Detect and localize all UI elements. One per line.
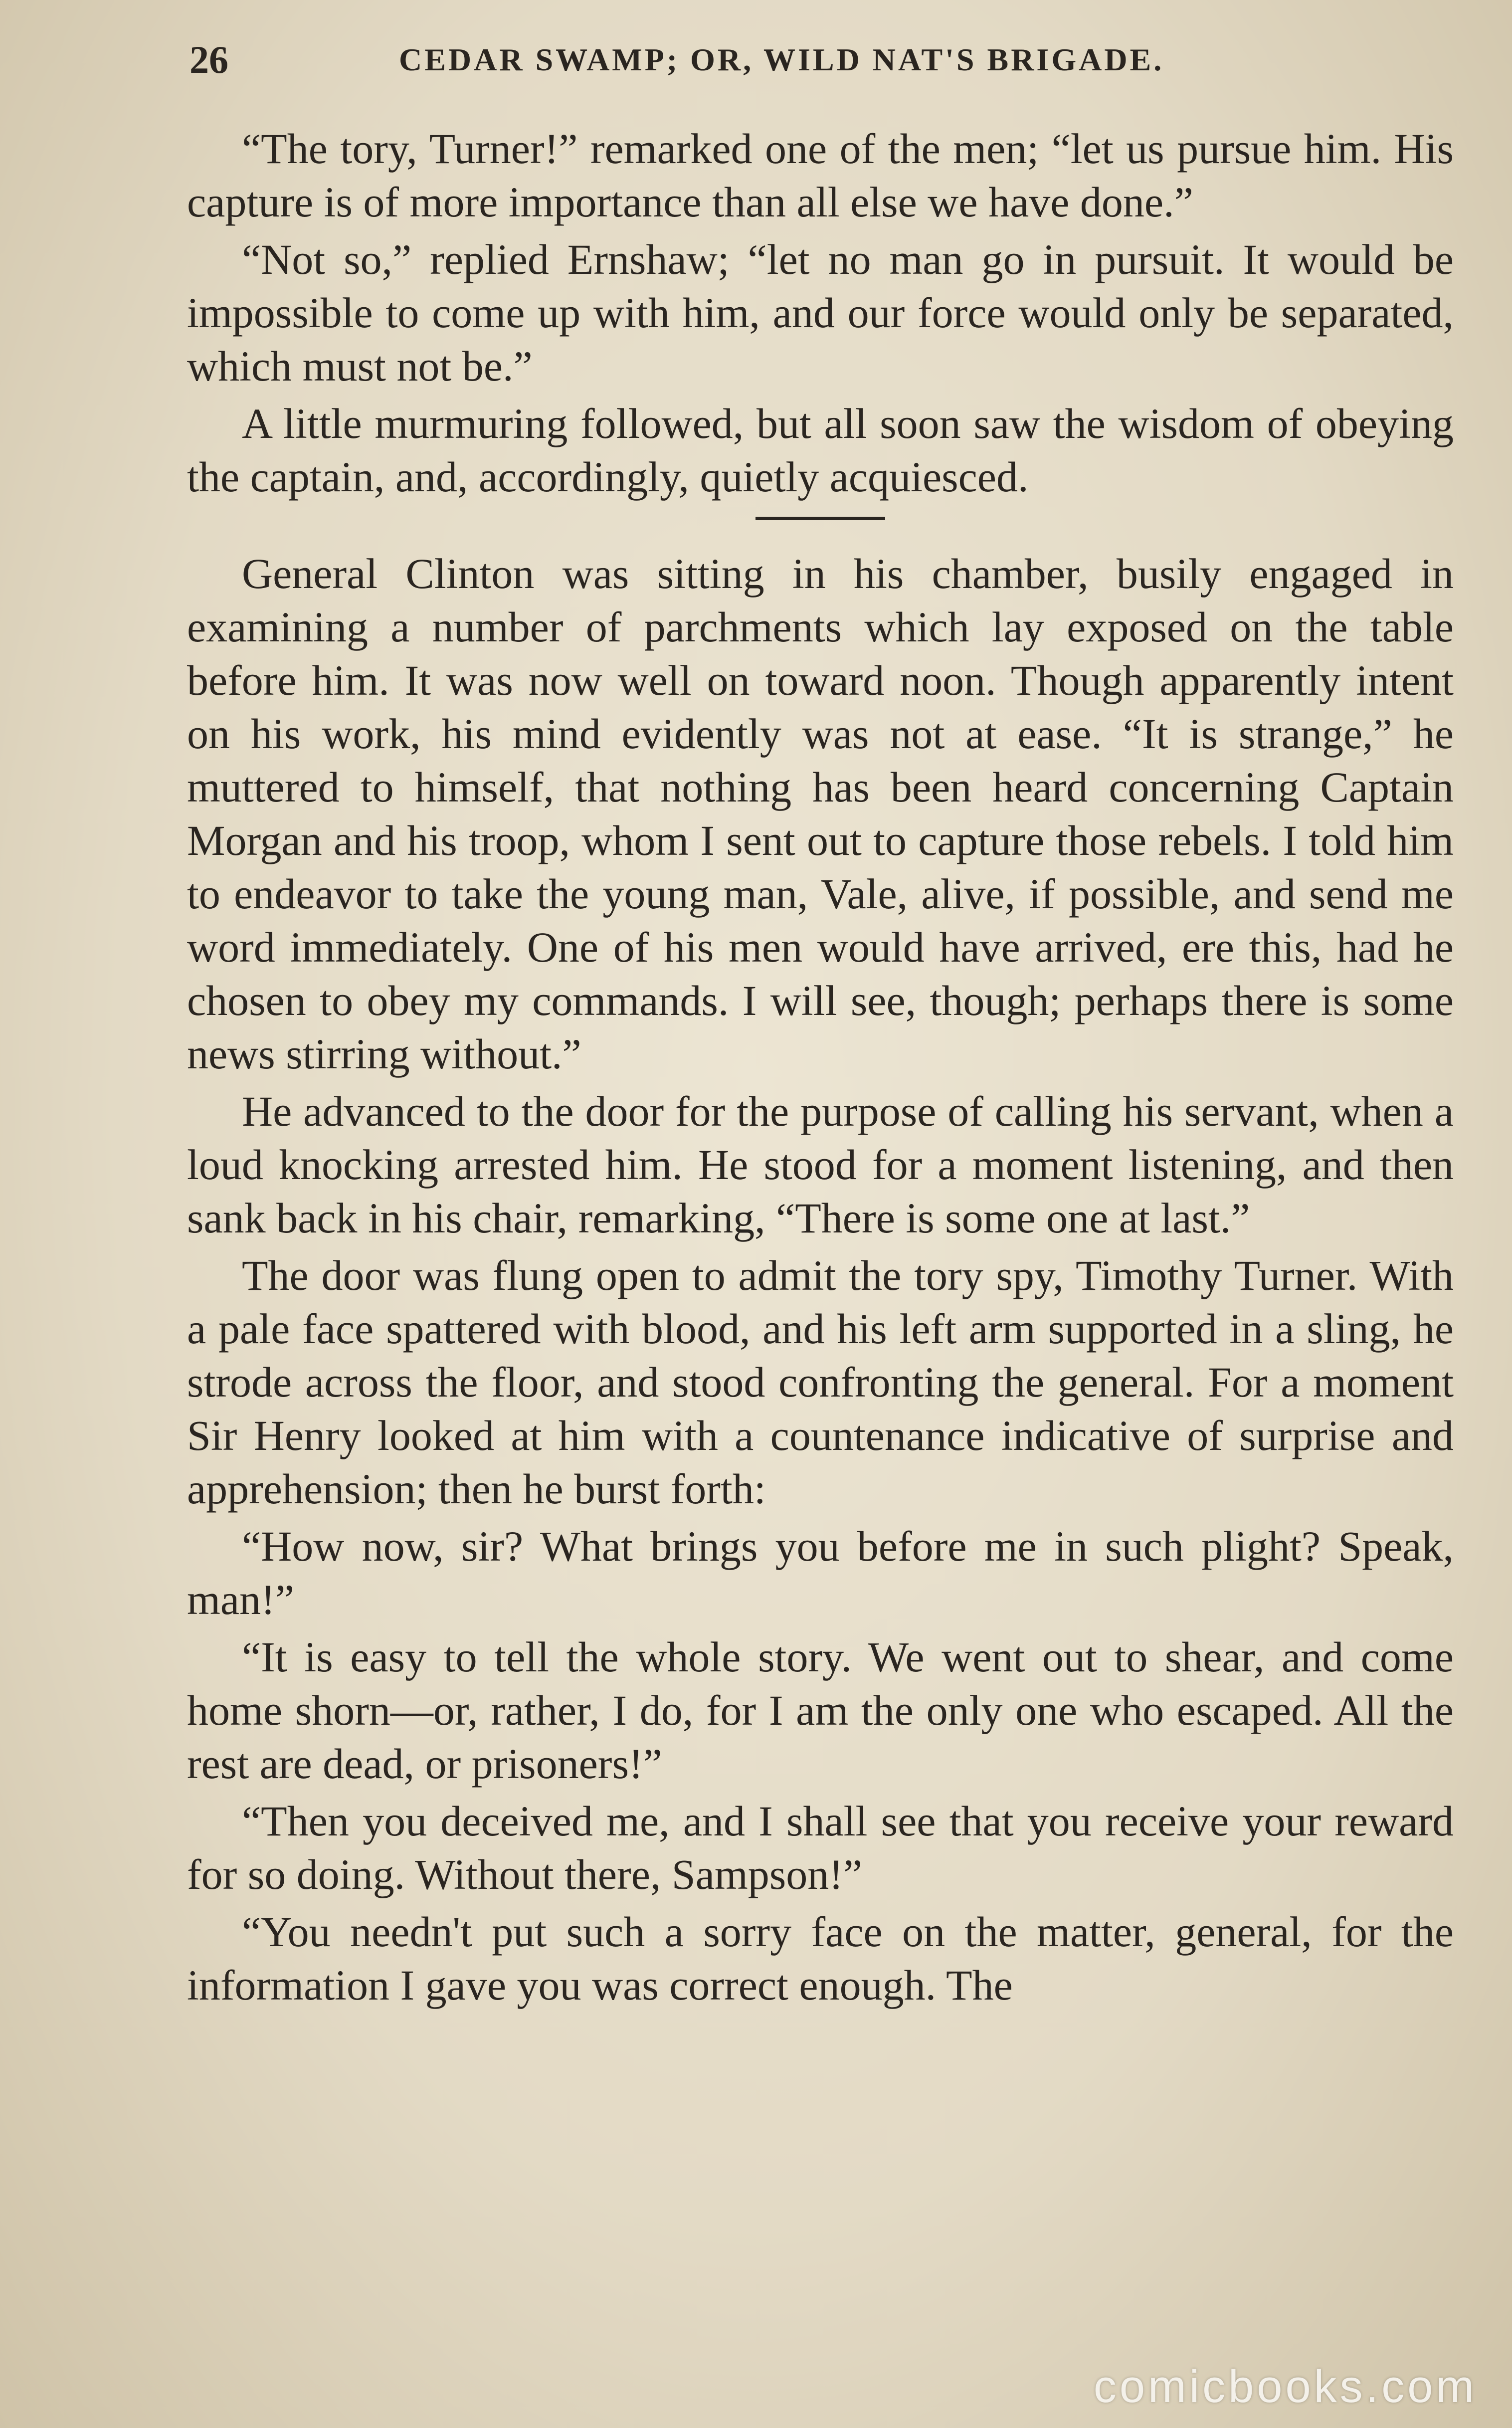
paragraph: “It is easy to tell the whole story. We went out to shear, and come home shorn—or, rather, I do, for I am the only one who escaped. All the rest are dead, or prisoners!” — [187, 1633, 1454, 1788]
paragraph: “Not so,” replied Ernshaw; “let no man go in pursuit. It would be impossible to come up with him, and our force would only be separated, which must not be.” — [187, 235, 1454, 390]
paragraph: General Clinton was sitting in his chamber, busily engaged in examining a number of parchments which lay exposed on the table before him. It was now well on toward noon. Though apparently intent on his work, his mind evidently was not at ease. “It is strange,” he muttered to himself, that nothing has been heard concerning Captain Morgan and his troop, whom I sent out to capture those rebels. I told him to endeavor to take the young man, Vale, alive, if possible, and send me word immediately. One of his men would have arrived, ere this, had he chosen to obey my commands. I will see, though; perhaps there is some news stirring without.” — [187, 550, 1454, 1078]
paragraph: The door was flung open to admit the tory spy, Timothy Turner. With a pale face spattered with blood, and his left arm supported in a sling, he strode across the floor, and stood confronting the general. For a moment Sir Henry looked at him with a countenance indicative of surprise and apprehension; then he burst forth: — [187, 1251, 1454, 1513]
paragraph: “You needn't put such a sorry face on the matter, general, for the information I gave you was correct enough. The — [187, 1908, 1454, 2009]
watermark: comicbooks.com — [1093, 2361, 1477, 2412]
paragraph: A little murmuring followed, but all soon saw the wisdom of obeying the captain, and, accordingly, quietly acquiesced. — [187, 400, 1454, 501]
running-header — [189, 30, 1461, 90]
paragraph: “How now, sir? What brings you before me in such plight? Speak, man!” — [187, 1522, 1454, 1623]
paragraph: “Then you deceived me, and I shall see that you receive your reward for so doing. Without there, Sampson!” — [187, 1797, 1454, 1898]
running-title: CEDAR SWAMP; OR, WILD NAT'S BRIGADE. — [399, 42, 1164, 77]
body-text — [187, 122, 1454, 2016]
paragraph: “The tory, Turner!” remarked one of the men; “let us pursue him. His capture is of more importance than all else we have done.” — [187, 125, 1454, 226]
page-number: 26 — [189, 38, 228, 81]
paragraph: He advanced to the door for the purpose of calling his servant, when a loud knocking arrested him. He stood for a moment listening, and then sank back in his chair, remarking, “There is some one at last.” — [187, 1087, 1454, 1242]
section-divider — [756, 517, 885, 520]
